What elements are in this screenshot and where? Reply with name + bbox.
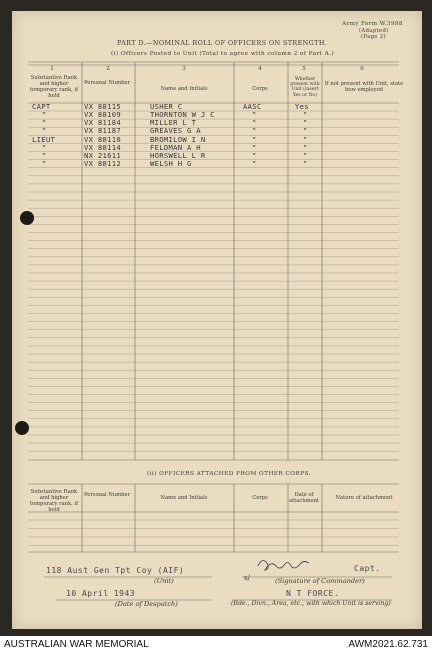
number-cell: NX 21611 [84, 151, 122, 160]
header-personal-number: Personal Number [84, 80, 131, 86]
att-header-rank: Substantive Rank and higher temporary rank, if held [29, 489, 79, 513]
present-cell: Yes [295, 102, 309, 111]
force-value: N T FORCE. [286, 589, 340, 598]
att-header-name: Name and Initials [160, 495, 208, 501]
commander-signature [258, 561, 309, 570]
rank-cell: CAPT [32, 102, 51, 111]
col-number-6: 6 [360, 66, 364, 72]
name-cell: THORNTON W J C [150, 110, 215, 119]
corps-cell: " [252, 143, 257, 152]
despatch-date-label: (Date of Despatch) [115, 600, 178, 608]
name-cell: GREAVES G A [150, 126, 201, 135]
despatch-date: 10 April 1943 [66, 589, 136, 598]
number-cell: VX 88115 [84, 102, 122, 111]
att-header-nature: Nature of attachment [335, 495, 393, 501]
number-cell: VX 81184 [84, 118, 122, 127]
col-number-3: 3 [182, 66, 186, 72]
name-cell: MILLER L T [150, 118, 197, 127]
present-cell: " [303, 159, 308, 168]
signature-rank: Capt. [354, 564, 381, 573]
number-cell: VX 88110 [84, 135, 122, 144]
rank-cell: " [42, 126, 47, 135]
name-cell: USHER C [150, 102, 183, 111]
corps-cell: " [252, 126, 257, 135]
name-cell: FELDMAN A H [150, 143, 201, 152]
signature-prefix: s/ [244, 574, 250, 582]
corps-cell: AASC [243, 102, 262, 111]
corps-cell: " [252, 110, 257, 119]
number-cell: VX 88112 [84, 159, 122, 168]
col-number-2: 2 [106, 66, 110, 72]
col-number-5: 5 [302, 66, 306, 72]
unit-value: 118 Aust Gen Tpt Coy (AIF) [46, 566, 185, 575]
archive-reference: AWM2021.62.731 [348, 639, 428, 650]
section-ii-title: (ii) OFFICERS ATTACHED FROM OTHER CORPS. [147, 471, 311, 477]
form-page-note: (Page 2) [361, 34, 386, 40]
unit-label: (Unit) [154, 577, 174, 585]
binding-hole-top [20, 211, 34, 225]
header-employed: If not present with Unit, state how employed [324, 81, 404, 93]
col-number-4: 4 [258, 66, 262, 72]
rank-cell: " [42, 151, 47, 160]
corps-cell: " [252, 151, 257, 160]
form-adapted-note: (Adapted) [359, 28, 389, 34]
binding-hole-bottom [15, 421, 29, 435]
col-number-1: 1 [50, 66, 54, 72]
rank-cell: " [42, 110, 47, 119]
present-cell: " [303, 151, 308, 160]
header-present: Whether present with Unit (insert Yes or No) [290, 77, 320, 98]
section-i-title: (i) Officers Posted to Unit (Total to agree with column 2 of Part A.) [111, 51, 335, 57]
archive-name: AUSTRALIAN WAR MEMORIAL [4, 639, 149, 650]
rank-cell: " [42, 143, 47, 152]
number-cell: VX 88114 [84, 143, 122, 152]
header-name: Name and Initials [160, 86, 208, 92]
number-cell: VX 81187 [84, 126, 122, 135]
present-cell: " [303, 126, 308, 135]
att-header-number: Personal Number [84, 492, 131, 498]
present-cell: " [303, 135, 308, 144]
header-rank: Substantive Rank and higher temporary rank, if held [29, 75, 79, 99]
corps-cell: " [252, 118, 257, 127]
part-title: PART D.—NOMINAL ROLL OF OFFICERS ON STRENGTH. [117, 39, 328, 47]
name-cell: BROMILOW I N [150, 135, 206, 144]
name-cell: WELSH H G [150, 159, 192, 168]
corps-cell: " [252, 159, 257, 168]
rank-cell: LIEUT [32, 135, 56, 144]
header-corps: Corps [252, 86, 268, 92]
signature-label: (Signature of Commander) [275, 577, 365, 585]
number-cell: VX 88109 [84, 110, 122, 119]
present-cell: " [303, 118, 308, 127]
force-label: (Bde., Divn., Area, etc., with which Unit is serving) [231, 600, 391, 607]
present-cell: " [303, 143, 308, 152]
rank-cell: " [42, 118, 47, 127]
army-form-number: Army Form W.3998 [342, 21, 403, 27]
present-cell: " [303, 110, 308, 119]
att-header-date: Date of attachment [288, 492, 319, 504]
corps-cell: " [252, 135, 257, 144]
rank-cell: " [42, 159, 47, 168]
archive-caption-bar [0, 636, 432, 653]
att-header-corps: Corps [252, 495, 268, 501]
name-cell: HORSWELL L R [150, 151, 206, 160]
